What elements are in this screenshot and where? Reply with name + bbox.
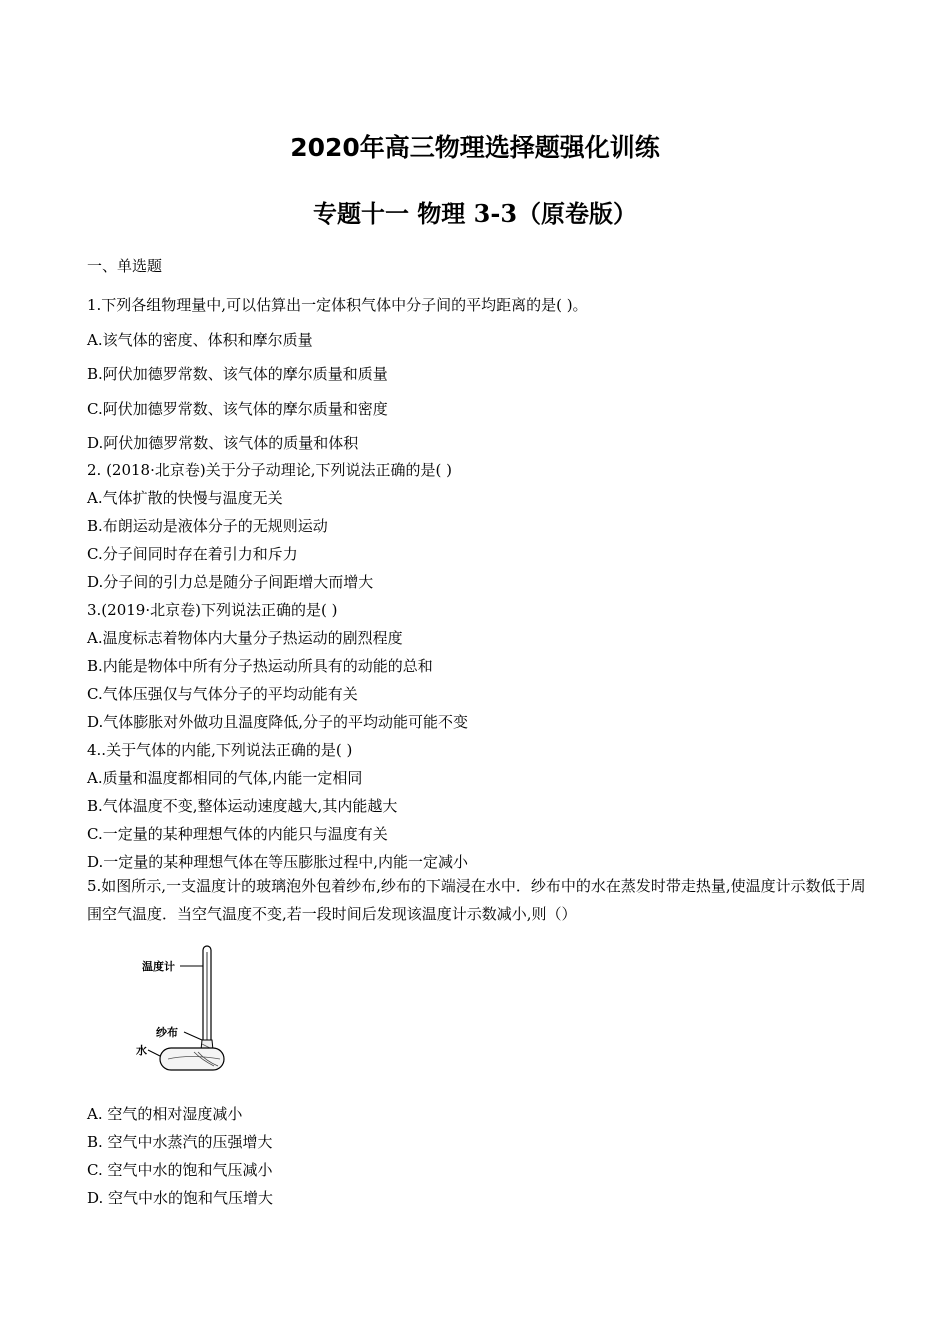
questions-2-4: [87, 456, 867, 876]
option-b: B.气体温度不变,整体运动速度越大,其内能越大: [87, 797, 398, 815]
option-a: A. 空气的相对湿度减小: [87, 1105, 243, 1123]
question-stem: 1.下列各组物理量中,可以估算出一定体积气体中分子间的平均距离的是( )。: [87, 296, 588, 314]
option-a: A.气体扩散的快慢与温度无关: [87, 489, 283, 507]
gauze-label: 纱布: [156, 1026, 178, 1039]
document-subtitle: 专题十一 物理 3-3（原卷版）: [312, 199, 638, 228]
option-b: B.布朗运动是液体分子的无规则运动: [87, 517, 328, 535]
water-label: 水: [136, 1044, 147, 1057]
section-heading: 一、单选题: [87, 257, 163, 275]
option-c: C.分子间同时存在着引力和斥力: [87, 545, 298, 563]
option-d: D.分子间的引力总是随分子间距增大而增大: [87, 573, 374, 591]
thermometer-label: 温度计: [142, 960, 175, 973]
document-title: 2020年高三物理选择题强化训练: [290, 133, 660, 162]
option-d: D.一定量的某种理想气体在等压膨胀过程中,内能一定减小: [87, 853, 469, 871]
option-a: A.该气体的密度、体积和摩尔质量: [87, 330, 313, 349]
option-d: D.气体膨胀对外做功且温度降低,分子的平均动能可能不变: [87, 713, 469, 731]
option-d: D.阿伏加德罗常数、该气体的质量和体积: [87, 434, 359, 452]
gauze-leader-line: [184, 1032, 202, 1040]
question-1: [87, 288, 867, 461]
question-stem: 5.如图所示,一支温度计的玻璃泡外包着纱布,纱布的下端浸在水中．纱布中的水在蒸发时带走热量,使温度计示数低于周围空气温度．当空气温度不变,若一段时间后发现该温度计示数减小,则（）: [87, 877, 866, 923]
question-stem: 3.(2019·北京卷)下列说法正确的是( ): [87, 601, 338, 619]
option-c: C.阿伏加德罗常数、该气体的摩尔质量和密度: [87, 399, 388, 418]
option-b: B.阿伏加德罗常数、该气体的摩尔质量和质量: [87, 365, 388, 383]
question-stem: 2. (2018·北京卷)关于分子动理论,下列说法正确的是( ): [87, 461, 452, 479]
option-b: B. 空气中水蒸汽的压强增大: [87, 1133, 273, 1151]
question-stem: 4..关于气体的内能,下列说法正确的是( ): [87, 741, 353, 759]
question-5-options: [87, 1100, 867, 1212]
question-5: [87, 872, 867, 928]
option-b: B.内能是物体中所有分子热运动所具有的动能的总和: [87, 657, 433, 675]
water-leader-line: [148, 1050, 160, 1056]
option-d: D. 空气中水的饱和气压增大: [87, 1189, 274, 1207]
option-a: A.质量和温度都相同的气体,内能一定相同: [87, 769, 363, 787]
option-c: C. 空气中水的饱和气压减小: [87, 1161, 273, 1179]
thermometer-figure: [130, 940, 240, 1080]
option-c: C.一定量的某种理想气体的内能只与温度有关: [87, 825, 388, 843]
option-c: C.气体压强仅与气体分子的平均动能有关: [87, 685, 358, 703]
option-a: A.温度标志着物体内大量分子热运动的剧烈程度: [87, 629, 403, 647]
